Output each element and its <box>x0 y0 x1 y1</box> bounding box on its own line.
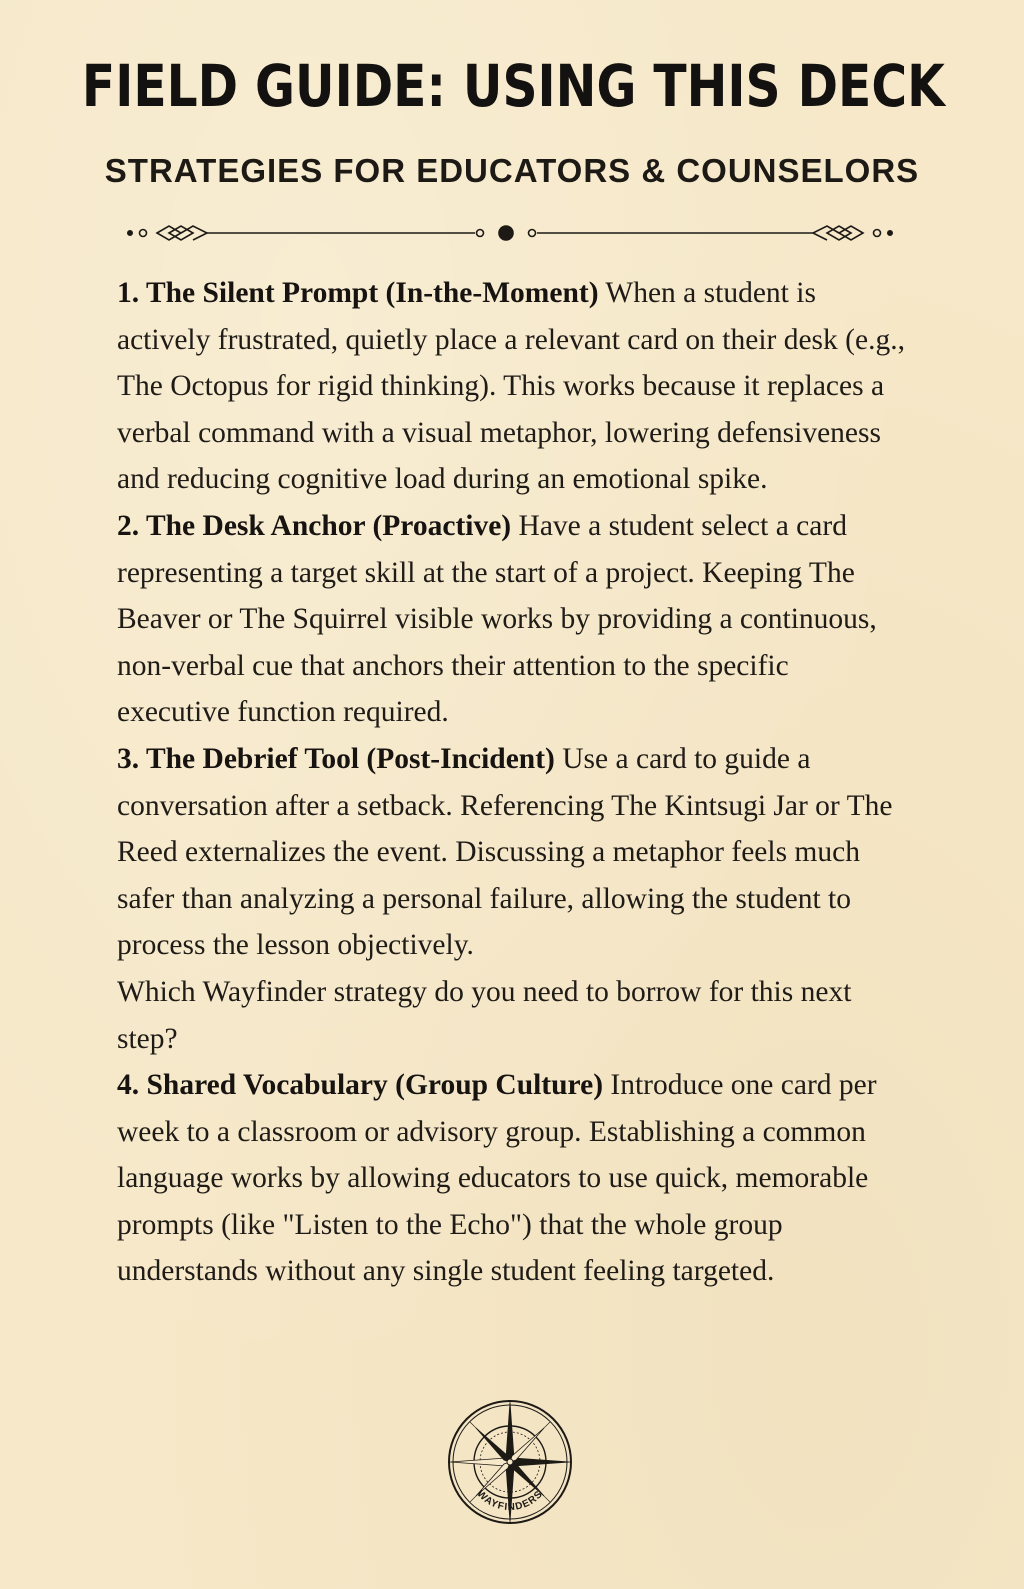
strategy-item <box>117 1062 907 1295</box>
logo-text: WAYFINDERS <box>474 1488 546 1514</box>
strategy-item <box>117 270 907 503</box>
strategy-heading: 2. The Desk Anchor (Proactive) <box>117 509 512 542</box>
strategy-item <box>117 736 907 969</box>
strategy-body: When a student is actively frustrated, quietly place a relevant card on their desk (e.g., The Octopus for rigid thinking). This works because it replaces a verbal command with a visual metaphor, lowering defensiveness and reducing cognitive load during an emotional spike. <box>117 277 905 496</box>
prompt-line: Which Wayfinder strategy do you need to borrow for this next step? <box>117 975 852 1055</box>
page-subtitle: STRATEGIES FOR EDUCATORS & COUNSELORS <box>104 152 920 189</box>
ornamental-divider-icon <box>125 218 895 248</box>
guide-content <box>117 270 907 1295</box>
strategy-body: Use a card to guide a conversation after a setback. Referencing The Kintsugi Jar or The Reed externalizes the event. Discussing a metaphor feels much safer than analyzing a personal failure, allowing the student to process the lesson objectively. <box>117 742 893 962</box>
strategy-heading: 4. Shared Vocabulary (Group Culture) <box>117 1069 604 1102</box>
strategy-item <box>117 503 907 736</box>
strategy-heading: 1. The Silent Prompt (In-the-Moment) <box>117 277 599 309</box>
page-title: FIELD GUIDE: USING THIS DECK <box>81 52 945 120</box>
strategy-heading: 3. The Debrief Tool (Post-Incident) <box>117 742 555 775</box>
strategy-body: Introduce one card per week to a classroom or advisory group. Establishing a common language works by allowing educators to use quick, memorable prompts (like "Listen to the Echo") that the whole group understands without any single student feeling targeted. <box>117 1069 877 1288</box>
compass-rose-icon <box>446 1398 574 1526</box>
strategy-body: Have a student select a card representing a target skill at the start of a project. Keeping The Beaver or The Squirrel visible works by providing a continuous, non-verbal cue that anchors their attention to the specific executive function required. <box>117 509 877 729</box>
